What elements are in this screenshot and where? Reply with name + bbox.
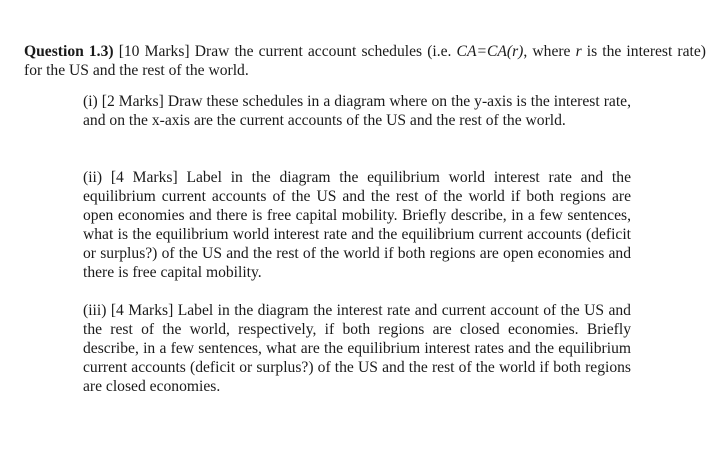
part-i-marks: [2 Marks] <box>101 93 164 110</box>
question-text-c: is the interest rate) for the US and the rest of the world. <box>24 43 706 79</box>
part-ii <box>83 168 631 282</box>
question-text-a: Draw the current account schedules (i.e. <box>194 43 452 60</box>
question-number: Question 1.3) <box>24 43 114 60</box>
part-i <box>83 92 631 130</box>
part-ii-text: Label in the diagram the equilibrium world interest rate and the equilibrium current accounts of the US and the rest of the world if both regions are open economies and there is free capital mobility. Briefly describe, in a few sentences, what is the equilibrium world interest rate and the equilibrium current accounts (deficit or surplus?) of the US and the rest of the world if both regions are open economies and there is free capital mobility. <box>83 169 631 281</box>
question-variable-r: r <box>575 43 582 60</box>
question-heading <box>24 42 706 80</box>
part-iii <box>83 301 631 396</box>
part-ii-label: (ii) <box>83 169 103 186</box>
part-iii-text: Label in the diagram the interest rate and current account of the US and the rest of the world, respectively, if both regions are closed economies. Briefly describe, in a few sentences, what are the equilibrium interest rates and the equilibrium current accounts (deficit or surplus?) of the US and the rest of the world if both regions are closed economies. <box>83 302 631 395</box>
question-formula: CA=CA(r) <box>456 43 524 60</box>
part-i-text: Draw these schedules in a diagram where on the y-axis is the interest rate, and on the x-axis are the current accounts of the US and the rest of the world. <box>83 93 631 129</box>
part-i-label: (i) <box>83 93 98 110</box>
part-iii-label: (iii) <box>83 302 107 319</box>
part-iii-marks: [4 Marks] <box>110 302 174 319</box>
part-ii-marks: [4 Marks] <box>110 169 178 186</box>
question-text-b: , where <box>523 43 571 60</box>
question-marks: [10 Marks] <box>118 43 190 60</box>
